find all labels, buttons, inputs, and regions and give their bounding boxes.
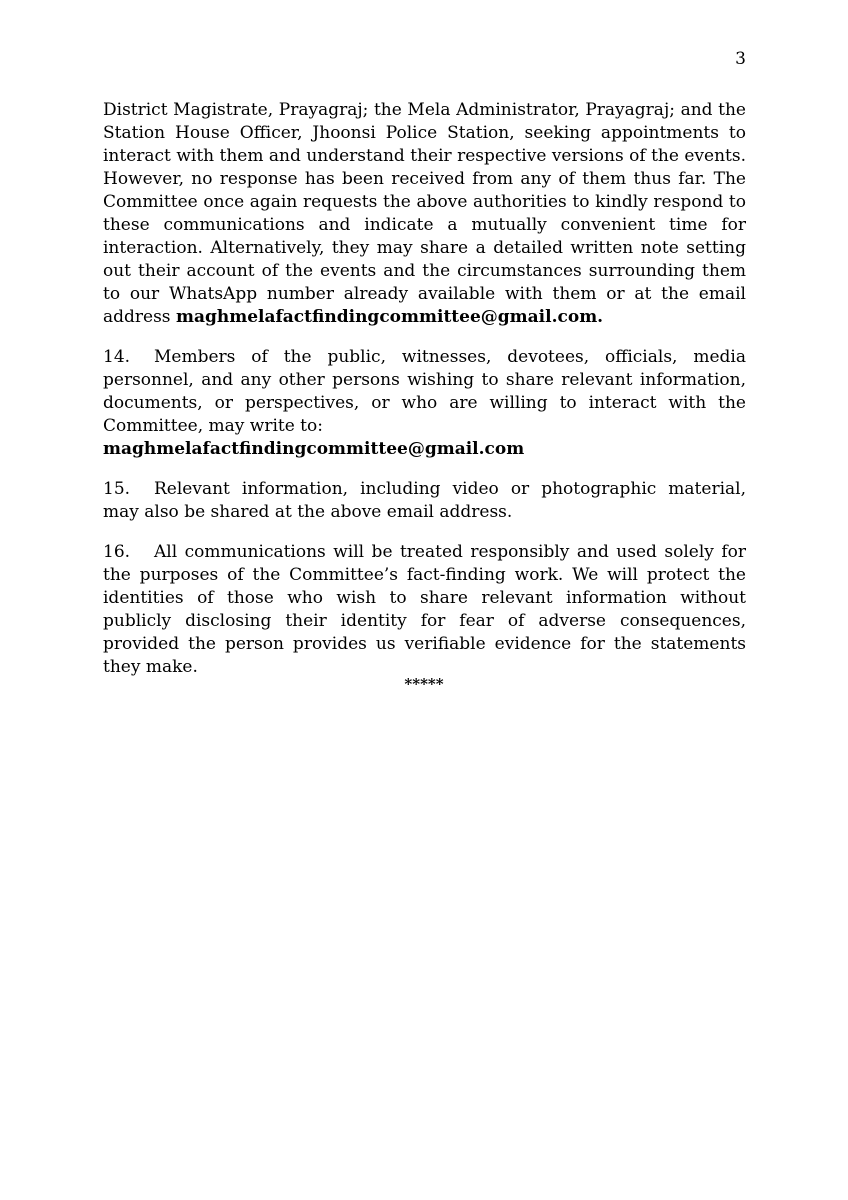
paragraph-15 <box>103 478 746 524</box>
paragraph-number: 14. <box>103 347 131 367</box>
paragraph-text: All communications will be treated responsibly and used solely for the purposes of the Committee’s fact-finding work. We will protect the identities of those who wish to share relevant information without publicly disclosing their identity for fear of adverse consequences, provided the person provides us verifiable evidence for the statements they make. <box>103 542 746 677</box>
paragraph-number: 16. <box>103 542 131 562</box>
paragraph-14 <box>103 346 746 461</box>
email-address: maghmelafactfindingcommittee@gmail.com <box>103 439 525 459</box>
paragraph-number: 15. <box>103 479 131 499</box>
paragraph-16 <box>103 541 746 679</box>
paragraph-13-continued <box>103 99 746 329</box>
email-address: maghmelafactfindingcommittee@gmail.com. <box>175 307 604 327</box>
end-marker: ***** <box>404 675 444 693</box>
paragraph-text: Members of the public, witnesses, devotees, officials, media personnel, and any other persons wishing to share relevant information, documents, or perspectives, or who are willing to interact with the Committee, may write to: <box>103 347 746 436</box>
document-body <box>103 99 746 696</box>
paragraph-text: District Magistrate, Prayagraj; the Mela Administrator, Prayagraj; and the Station House Officer, Jhoonsi Police Station, seeking appointments to interact with them and understand their respective versions of the events. However, no response has been received from any of them thus far. The Committee once again requests the above authorities to kindly respond to these communications and indicate a mutually convenient time for interaction. Alternatively, they may share a detailed written note setting out their account of the events and the circumstances surrounding them to our WhatsApp number already available with them or at the email address <box>103 100 746 327</box>
page-number: 3 <box>735 49 746 69</box>
paragraph-text: Relevant information, including video or photographic material, may also be shared at the above email address. <box>103 479 746 522</box>
